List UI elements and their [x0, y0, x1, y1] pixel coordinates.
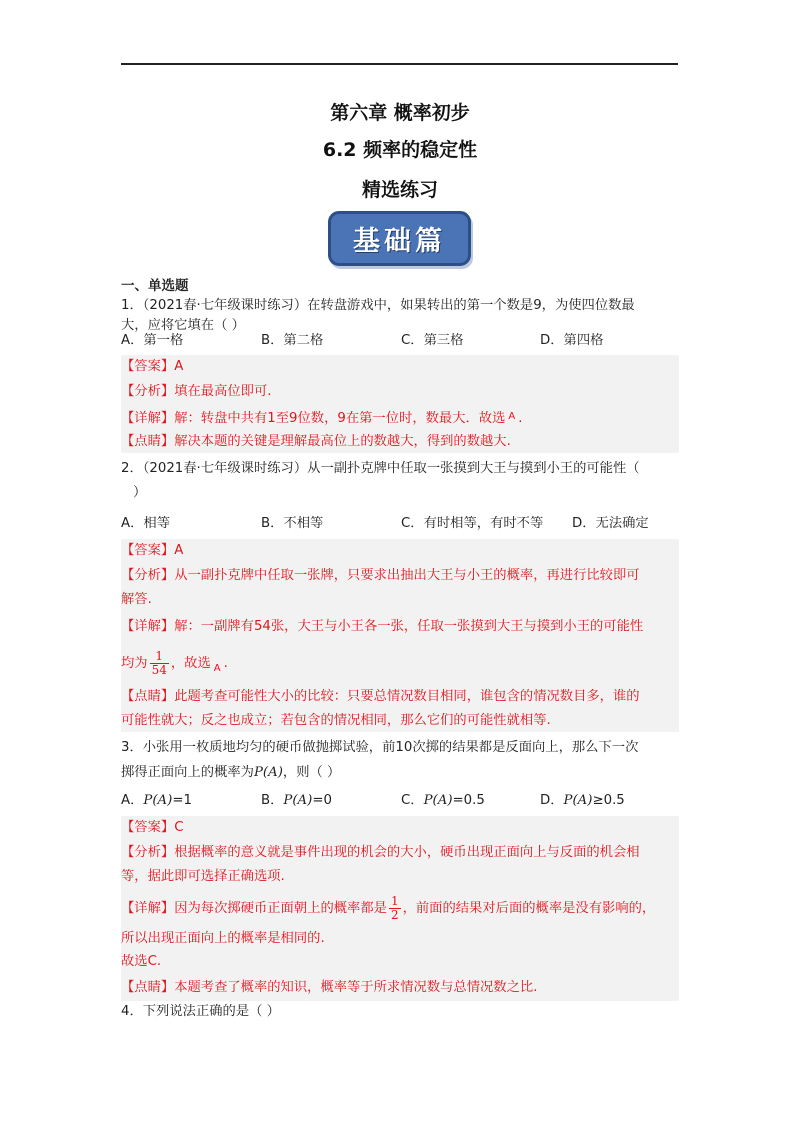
q2-stem-line1: 2．（2021春·七年级课时练习）从一副扑克牌中任取一张摸到大王与摸到小王的可能性（	[121, 461, 640, 476]
q3-option-a: A．P(A)=1	[121, 793, 192, 808]
level-badge-label: 基础篇	[353, 226, 446, 257]
q3-detail-line3: 故选C.	[121, 954, 162, 969]
q3-stem-line1: 3．小张用一枚质地均匀的硬币做抛掷试验，前10次掷的结果都是反面向上，那么下一次	[121, 740, 639, 755]
q2-solution-box	[121, 539, 679, 732]
chapter-title: 第六章 概率初步	[330, 102, 470, 124]
q1-stem-line2: 大，应将它填在（ ）	[121, 318, 245, 333]
q2-answer: 【答案】A	[121, 543, 184, 558]
q3-analysis-line1: 【分析】根据概率的意义就是事件出现的机会的大小，硬币出现正面向上与反面的机会相	[121, 845, 640, 860]
q4-stem-line1: 4．下列说法正确的是（ ）	[121, 1004, 280, 1019]
q1-analysis: 【分析】填在最高位即可.	[121, 384, 272, 399]
section-heading: 一、单选题	[121, 278, 189, 294]
q2-option-b: B．不相等	[261, 516, 324, 531]
q2-analysis-line1: 【分析】从一副扑克牌中任取一张牌，只要求出抽出大王与小王的概率，再进行比较即可	[121, 568, 640, 583]
q1-answer: 【答案】A	[121, 359, 184, 374]
q3-stem-line2: 掷得正面向上的概率为P(A)，则（ ）	[121, 765, 341, 780]
q1-solution-box	[121, 355, 679, 453]
q3-detail-line2: 所以出现正面向上的概率是相同的.	[121, 931, 325, 946]
q3-answer: 【答案】C	[121, 820, 184, 835]
q1-comment: 【点睛】解决本题的关键是理解最高位上的数越大，得到的数越大.	[121, 434, 511, 449]
q2-fraction: $\frac{1}{54}$	[151, 648, 167, 677]
header-rule	[121, 63, 678, 65]
q1-detail: 【详解】解：转盘中共有1至9位数，9在第一位时，数最大．故选 $^A$ .	[121, 411, 523, 426]
q3-comment: 【点睛】本题考查了概率的知识，概率等于所求情况数与总情况数之比.	[121, 980, 538, 995]
q3-solution-box	[121, 816, 679, 1001]
q3-option-c: C．P(A)=0.5	[401, 793, 485, 808]
section-title: 6.2 频率的稳定性	[322, 139, 478, 161]
q2-comment-line2: 可能性就大；反之也成立；若包含的情况相同，那么它们的可能性就相等.	[121, 713, 551, 728]
q2-detail-line2: 均为 $\frac{1}{54}$ ，故选 A .	[121, 648, 228, 677]
q2-option-c: C．有时相等，有时不等	[401, 516, 544, 531]
q1-option-a: A．第一格	[121, 333, 184, 348]
q2-comment-line1: 【点睛】此题考查可能性大小的比较：只要总情况数目相同，谁包含的情况数目多，谁的	[121, 689, 640, 704]
q3-fraction: $\frac{1}{2}$	[390, 893, 399, 922]
q1-option-c: C．第三格	[401, 333, 464, 348]
q3-option-d: D．P(A)≥0.5	[540, 793, 625, 808]
q2-detail-line1: 【详解】解：一副牌有54张，大王与小王各一张，任取一张摸到大王与摸到小王的可能性	[121, 619, 644, 634]
q1-option-d: D．第四格	[540, 333, 604, 348]
subtitle: 精选练习	[361, 179, 438, 201]
q1-option-b: B．第二格	[261, 333, 324, 348]
q2-option-d: D．无法确定	[572, 516, 649, 531]
q3-analysis-line2: 等，据此即可选择正确选项.	[121, 869, 285, 884]
level-badge	[328, 211, 471, 266]
q3-option-b: B．P(A)=0	[261, 793, 332, 808]
q3-detail-line1: 【详解】因为每次掷硬币正面朝上的概率都是 $\frac{1}{2}$ ，前面的结果对后面的概率是没有影响的，	[121, 893, 656, 922]
q2-analysis-line2: 解答.	[121, 592, 152, 607]
q2-option-a: A．相等	[121, 516, 170, 531]
q2-stem-line2: ）	[133, 485, 147, 500]
q1-stem-line1: 1．（2021春·七年级课时练习）在转盘游戏中，如果转出的第一个数是9，为使四位数最	[121, 298, 635, 313]
